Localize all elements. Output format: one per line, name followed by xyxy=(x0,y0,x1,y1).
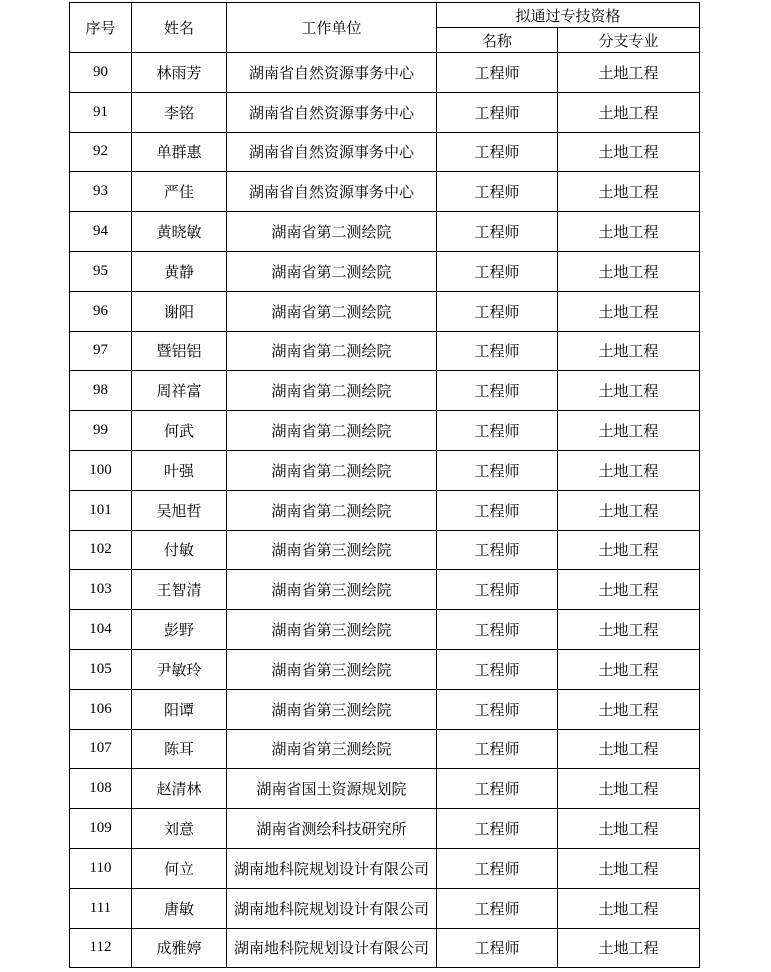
cell-name: 叶强 xyxy=(132,450,227,490)
cell-unit: 湖南省第三测绘院 xyxy=(227,689,437,729)
cell-seq: 103 xyxy=(70,570,132,610)
cell-unit: 湖南省第二测绘院 xyxy=(227,411,437,451)
table-row xyxy=(70,848,700,888)
cell-unit: 湖南省第三测绘院 xyxy=(227,729,437,769)
table-row xyxy=(70,769,700,809)
cell-title: 工程师 xyxy=(437,291,558,331)
cell-name: 成雅婷 xyxy=(132,928,227,968)
table-row xyxy=(70,530,700,570)
cell-name: 黄静 xyxy=(132,251,227,291)
cell-seq: 91 xyxy=(70,92,132,132)
cell-seq: 98 xyxy=(70,371,132,411)
cell-seq: 95 xyxy=(70,251,132,291)
cell-unit: 湖南省测绘科技研究所 xyxy=(227,809,437,849)
cell-specialty: 土地工程 xyxy=(558,331,700,371)
header-unit: 工作单位 xyxy=(227,3,437,53)
cell-title: 工程师 xyxy=(437,92,558,132)
cell-specialty: 土地工程 xyxy=(558,212,700,252)
cell-specialty: 土地工程 xyxy=(558,371,700,411)
cell-specialty: 土地工程 xyxy=(558,570,700,610)
cell-title: 工程师 xyxy=(437,212,558,252)
cell-specialty: 土地工程 xyxy=(558,490,700,530)
cell-specialty: 土地工程 xyxy=(558,53,700,93)
cell-title: 工程师 xyxy=(437,689,558,729)
header-title: 名称 xyxy=(437,28,558,53)
table-row xyxy=(70,610,700,650)
cell-name: 周祥富 xyxy=(132,371,227,411)
cell-title: 工程师 xyxy=(437,848,558,888)
cell-name: 李铭 xyxy=(132,92,227,132)
cell-seq: 92 xyxy=(70,132,132,172)
cell-seq: 102 xyxy=(70,530,132,570)
cell-title: 工程师 xyxy=(437,649,558,689)
table-row xyxy=(70,809,700,849)
table-row xyxy=(70,928,700,968)
cell-specialty: 土地工程 xyxy=(558,689,700,729)
table-row xyxy=(70,251,700,291)
cell-specialty: 土地工程 xyxy=(558,530,700,570)
cell-seq: 99 xyxy=(70,411,132,451)
cell-specialty: 土地工程 xyxy=(558,649,700,689)
cell-unit: 湖南省自然资源事务中心 xyxy=(227,132,437,172)
table-row xyxy=(70,490,700,530)
cell-unit: 湖南地科院规划设计有限公司 xyxy=(227,848,437,888)
cell-specialty: 土地工程 xyxy=(558,809,700,849)
cell-name: 严佳 xyxy=(132,172,227,212)
cell-name: 林雨芳 xyxy=(132,53,227,93)
cell-name: 谢阳 xyxy=(132,291,227,331)
header-name: 姓名 xyxy=(132,3,227,53)
cell-name: 单群惠 xyxy=(132,132,227,172)
cell-seq: 108 xyxy=(70,769,132,809)
cell-specialty: 土地工程 xyxy=(558,92,700,132)
cell-title: 工程师 xyxy=(437,490,558,530)
table-row xyxy=(70,888,700,928)
cell-seq: 93 xyxy=(70,172,132,212)
cell-specialty: 土地工程 xyxy=(558,132,700,172)
table-row xyxy=(70,570,700,610)
cell-specialty: 土地工程 xyxy=(558,610,700,650)
cell-name: 黄晓敏 xyxy=(132,212,227,252)
cell-specialty: 土地工程 xyxy=(558,450,700,490)
cell-seq: 100 xyxy=(70,450,132,490)
cell-seq: 105 xyxy=(70,649,132,689)
cell-seq: 109 xyxy=(70,809,132,849)
cell-title: 工程师 xyxy=(437,450,558,490)
table-row xyxy=(70,450,700,490)
table-row xyxy=(70,53,700,93)
cell-unit: 湖南省第三测绘院 xyxy=(227,530,437,570)
cell-title: 工程师 xyxy=(437,809,558,849)
cell-specialty: 土地工程 xyxy=(558,172,700,212)
cell-unit: 湖南省第二测绘院 xyxy=(227,291,437,331)
cell-title: 工程师 xyxy=(437,251,558,291)
table-row xyxy=(70,411,700,451)
cell-unit: 湖南省第二测绘院 xyxy=(227,251,437,291)
cell-unit: 湖南省国土资源规划院 xyxy=(227,769,437,809)
cell-unit: 湖南省第二测绘院 xyxy=(227,371,437,411)
cell-unit: 湖南省自然资源事务中心 xyxy=(227,92,437,132)
cell-name: 陈耳 xyxy=(132,729,227,769)
cell-seq: 104 xyxy=(70,610,132,650)
cell-unit: 湖南省第二测绘院 xyxy=(227,331,437,371)
cell-specialty: 土地工程 xyxy=(558,411,700,451)
header-seq: 序号 xyxy=(70,3,132,53)
cell-specialty: 土地工程 xyxy=(558,291,700,331)
cell-specialty: 土地工程 xyxy=(558,928,700,968)
cell-name: 唐敏 xyxy=(132,888,227,928)
cell-title: 工程师 xyxy=(437,172,558,212)
cell-name: 阳谭 xyxy=(132,689,227,729)
cell-name: 刘意 xyxy=(132,809,227,849)
table-header xyxy=(70,3,700,53)
table-body xyxy=(70,53,700,968)
cell-title: 工程师 xyxy=(437,729,558,769)
table-row xyxy=(70,649,700,689)
cell-title: 工程师 xyxy=(437,530,558,570)
cell-seq: 96 xyxy=(70,291,132,331)
cell-seq: 101 xyxy=(70,490,132,530)
cell-title: 工程师 xyxy=(437,331,558,371)
table-row xyxy=(70,92,700,132)
cell-seq: 97 xyxy=(70,331,132,371)
cell-title: 工程师 xyxy=(437,411,558,451)
cell-unit: 湖南省第二测绘院 xyxy=(227,212,437,252)
cell-name: 赵清林 xyxy=(132,769,227,809)
cell-unit: 湖南省第三测绘院 xyxy=(227,610,437,650)
cell-unit: 湖南省第三测绘院 xyxy=(227,570,437,610)
cell-title: 工程师 xyxy=(437,570,558,610)
cell-title: 工程师 xyxy=(437,132,558,172)
cell-unit: 湖南地科院规划设计有限公司 xyxy=(227,888,437,928)
cell-title: 工程师 xyxy=(437,371,558,411)
cell-specialty: 土地工程 xyxy=(558,769,700,809)
table-row xyxy=(70,132,700,172)
header-row-top xyxy=(70,3,700,28)
cell-name: 暨铝铝 xyxy=(132,331,227,371)
cell-unit: 湖南省第二测绘院 xyxy=(227,490,437,530)
cell-unit: 湖南省第三测绘院 xyxy=(227,649,437,689)
cell-name: 彭野 xyxy=(132,610,227,650)
cell-seq: 110 xyxy=(70,848,132,888)
cell-seq: 106 xyxy=(70,689,132,729)
cell-title: 工程师 xyxy=(437,610,558,650)
cell-name: 王智清 xyxy=(132,570,227,610)
cell-name: 尹敏玲 xyxy=(132,649,227,689)
cell-specialty: 土地工程 xyxy=(558,888,700,928)
cell-title: 工程师 xyxy=(437,53,558,93)
cell-seq: 112 xyxy=(70,928,132,968)
cell-unit: 湖南省自然资源事务中心 xyxy=(227,172,437,212)
table-row xyxy=(70,172,700,212)
table-row xyxy=(70,371,700,411)
cell-unit: 湖南省第二测绘院 xyxy=(227,450,437,490)
cell-name: 付敏 xyxy=(132,530,227,570)
cell-specialty: 土地工程 xyxy=(558,848,700,888)
cell-seq: 111 xyxy=(70,888,132,928)
table-row xyxy=(70,689,700,729)
cell-unit: 湖南省自然资源事务中心 xyxy=(227,53,437,93)
cell-seq: 90 xyxy=(70,53,132,93)
cell-title: 工程师 xyxy=(437,888,558,928)
cell-title: 工程师 xyxy=(437,928,558,968)
cell-seq: 107 xyxy=(70,729,132,769)
header-specialty: 分支专业 xyxy=(558,28,700,53)
qualification-roster-table xyxy=(69,2,700,968)
table-row xyxy=(70,729,700,769)
cell-seq: 94 xyxy=(70,212,132,252)
cell-name: 何武 xyxy=(132,411,227,451)
table-row xyxy=(70,212,700,252)
cell-name: 吴旭哲 xyxy=(132,490,227,530)
cell-specialty: 土地工程 xyxy=(558,729,700,769)
cell-unit: 湖南地科院规划设计有限公司 xyxy=(227,928,437,968)
table-row xyxy=(70,291,700,331)
cell-specialty: 土地工程 xyxy=(558,251,700,291)
cell-name: 何立 xyxy=(132,848,227,888)
cell-title: 工程师 xyxy=(437,769,558,809)
table-row xyxy=(70,331,700,371)
header-qualification: 拟通过专技资格 xyxy=(437,3,700,28)
